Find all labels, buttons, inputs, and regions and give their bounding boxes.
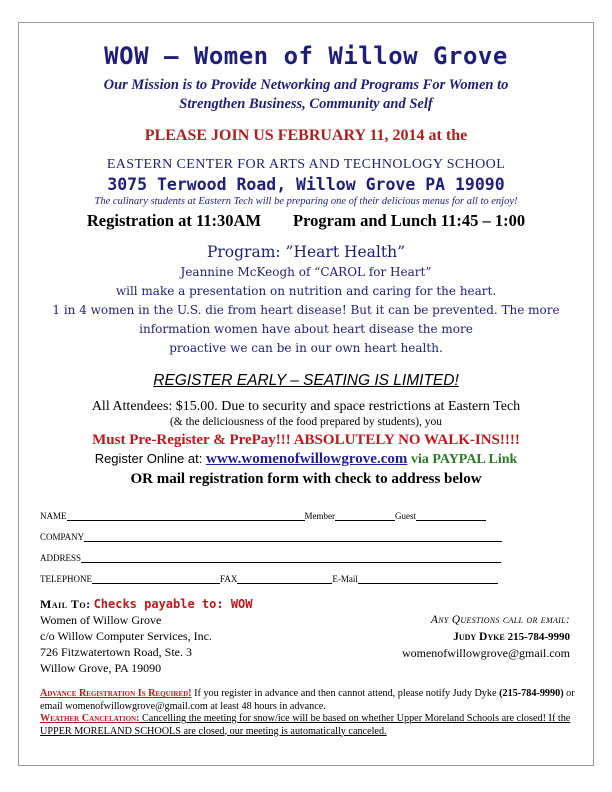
- mail-line: Willow Grove, PA 19090: [40, 661, 162, 675]
- advance-phone: (215-784-9990): [499, 688, 564, 699]
- telephone-label: TELEPHONE: [40, 574, 92, 584]
- weather-note: [40, 713, 585, 738]
- member-label: Member: [304, 511, 335, 521]
- online-label: Register Online at:: [94, 451, 203, 466]
- member-field[interactable]: [335, 511, 395, 521]
- deliciousness-note: (& the deliciousness of the food prepared by students), you: [169, 416, 443, 428]
- registration-time: Registration at 11:30AM: [86, 211, 262, 230]
- weather-text: Cancelling the meeting for snow/ice will be based on whether Upper Moreland Schools are closed! If the UPPER MORELAND SCHOOLS are closed, our meeting is automatically canceled.: [40, 713, 571, 737]
- name-label: NAME: [40, 511, 67, 521]
- advance-text-2: or email womenofwillowgrove@gmail.com at least 48 hours in advance.: [40, 688, 575, 712]
- website-link[interactable]: www.womenofwillowgrove.com: [205, 451, 408, 467]
- guest-label: Guest: [395, 511, 416, 521]
- contact-email: womenofwillowgrove@gmail.com: [401, 646, 570, 660]
- program-line: will make a presentation on nutrition and caring for the heart.: [115, 284, 497, 298]
- advance-label: Advance Registration Is Required!: [40, 688, 192, 699]
- event-date-heading: PLEASE JOIN US FEBRUARY 11, 2014 at the: [144, 127, 468, 144]
- company-field[interactable]: [84, 532, 502, 542]
- mission-statement: [18, 76, 594, 114]
- attendee-price: All Attendees: $15.00. Due to security and space restrictions at Eastern Tech: [91, 399, 521, 414]
- flyer-title: WOW – Women of Willow Grove: [104, 42, 508, 70]
- mailing-address: [40, 596, 253, 676]
- contact-phone: 215-784-9990: [507, 631, 570, 643]
- mission-line-2: Strengthen Business, Community and Self: [179, 96, 433, 112]
- company-row: [40, 529, 530, 542]
- prereg-warning: Must Pre-Register & PrePay!!! ABSOLUTELY NO WALK-INS!!!!: [92, 432, 520, 448]
- telephone-row: [40, 571, 530, 584]
- registration-form: [40, 508, 530, 584]
- contact-section: [40, 596, 570, 676]
- mission-line-1: Our Mission is to Provide Networking and Programs For Women to: [103, 77, 509, 93]
- company-label: COMPANY: [40, 532, 85, 542]
- advance-note: [40, 688, 585, 713]
- checks-payable: Checks payable to: WOW: [93, 597, 253, 611]
- venue-address: 3075 Terwood Road, Willow Grove PA 19090: [107, 175, 505, 194]
- weather-label: Weather Cancelation:: [40, 713, 140, 724]
- program-line: information women have about heart disease the more: [139, 322, 473, 336]
- mail-to-label: Mail To:: [40, 597, 91, 611]
- advance-text: If you register in advance and then cannot attend, please notify Judy Dyke: [191, 688, 500, 699]
- telephone-field[interactable]: [92, 574, 220, 584]
- mail-line: 726 Fitzwatertown Road, Ste. 3: [40, 645, 192, 659]
- event-times: [18, 211, 594, 231]
- contact-name: Judy Dyke: [453, 631, 505, 643]
- fax-field[interactable]: [237, 574, 332, 584]
- email-label: E-Mail: [332, 574, 358, 584]
- mail-line: c/o Willow Computer Services, Inc.: [40, 629, 212, 643]
- guest-field[interactable]: [416, 511, 486, 521]
- footer-notes: [40, 688, 585, 738]
- address-row: [40, 550, 530, 563]
- program-line: 1 in 4 women in the U.S. die from heart disease! But it can be prevented. The more: [52, 303, 560, 317]
- program-description: [18, 263, 594, 358]
- questions-contact: [402, 596, 570, 676]
- address-field[interactable]: [81, 553, 501, 563]
- mail-form-instruction: OR mail registration form with check to address below: [130, 471, 482, 487]
- venue-name: EASTERN CENTER FOR ARTS AND TECHNOLOGY SCHOOL: [106, 157, 506, 172]
- register-early-notice: REGISTER EARLY – SEATING IS LIMITED!: [153, 372, 459, 389]
- fax-label: FAX: [220, 574, 238, 584]
- register-online: [18, 451, 594, 468]
- name-field[interactable]: [67, 511, 305, 521]
- program-line: proactive we can be in our own heart health.: [169, 341, 443, 355]
- paypal-note: via PAYPAL Link: [410, 452, 518, 467]
- program-line: Jeannine McKeogh of “CAROL for Heart”: [180, 265, 432, 279]
- mail-line: Women of Willow Grove: [40, 613, 162, 627]
- culinary-note: The culinary students at Eastern Tech will be preparing one of their delicious menus for all to enjoy!: [94, 196, 518, 207]
- questions-label: Any Questions call or email:: [430, 614, 570, 626]
- program-time: Program and Lunch 11:45 – 1:00: [293, 211, 526, 230]
- name-row: [40, 508, 530, 521]
- email-field[interactable]: [358, 574, 498, 584]
- program-title: Program: ”Heart Health”: [206, 243, 406, 261]
- address-label: ADDRESS: [40, 553, 82, 563]
